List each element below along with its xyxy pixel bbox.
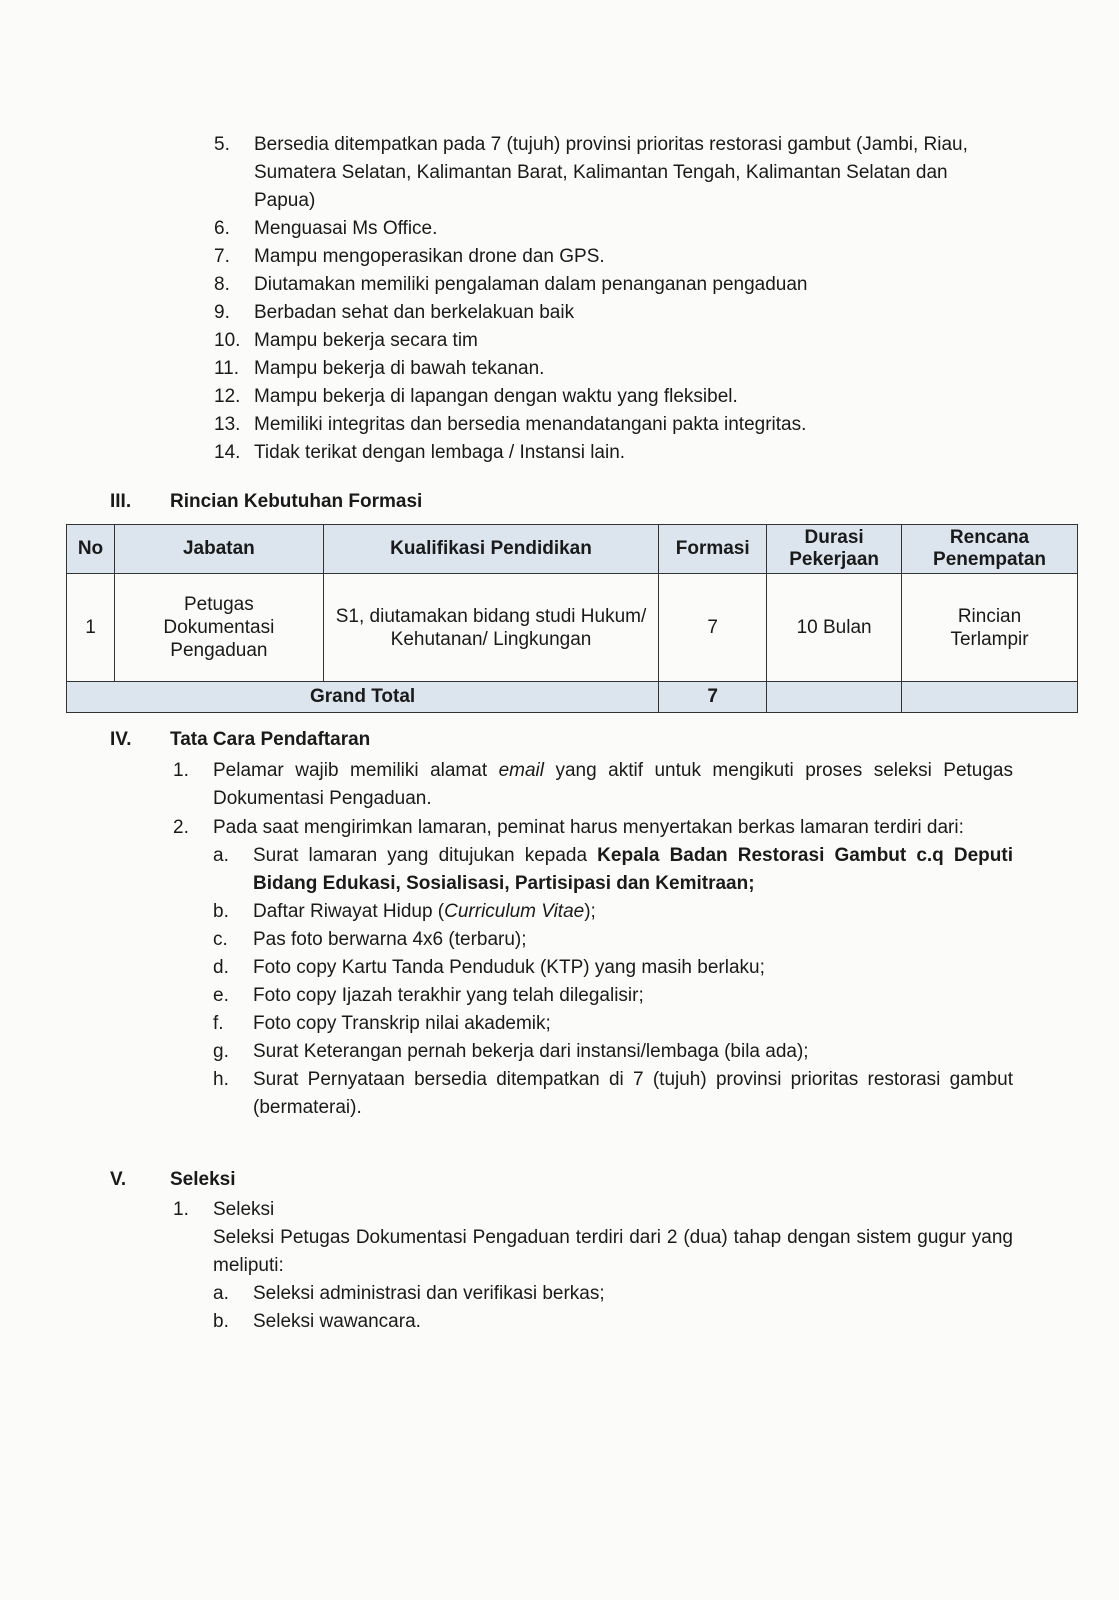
item-text: Pas foto berwarna 4x6 (terbaru);: [253, 929, 527, 950]
item-number: 9.: [214, 302, 230, 323]
item-letter: h.: [213, 1069, 229, 1090]
item-text: Surat Pernyataan bersedia ditempatkan di 7 (tujuh) provinsi prioritas restorasi gambut (bermaterai).: [253, 1069, 1013, 1118]
table-row: [67, 574, 1078, 682]
header-formasi: Formasi: [659, 525, 767, 574]
item-text: Mampu bekerja di lapangan dengan waktu yang fleksibel.: [254, 386, 738, 407]
text-part: Pelamar wajib memiliki alamat: [213, 760, 499, 781]
item-number: 12.: [214, 386, 241, 407]
section-number: V.: [110, 1169, 127, 1190]
list-item: [214, 355, 1014, 383]
sub-item: [213, 1010, 1013, 1038]
section-3-heading: [110, 491, 422, 513]
item-letter: f.: [213, 1013, 224, 1034]
cell-penempatan: Rincian Terlampir: [902, 574, 1078, 682]
item-text: Seleksi: [213, 1199, 275, 1220]
item-number: 2.: [173, 817, 189, 838]
item-number: 14.: [214, 442, 241, 463]
section-5-heading: [110, 1169, 236, 1191]
item-letter: b.: [213, 901, 229, 922]
sub-list: [213, 842, 1013, 1122]
empty-cell: [902, 682, 1078, 713]
sub-item: [213, 982, 1013, 1010]
item-letter: d.: [213, 957, 229, 978]
item-text: Tidak terikat dengan lembaga / Instansi lain.: [254, 442, 626, 463]
list-item: [173, 757, 1013, 813]
section-number: IV.: [110, 729, 132, 750]
section-number: III.: [110, 491, 132, 512]
item-text: Bersedia ditempatkan pada 7 (tujuh) provinsi prioritas restorasi gambut (Jambi, Riau, Sumatera Selatan, Kalimantan Barat, Kalimantan Tengah, Kalimantan Selatan dan Papua): [254, 134, 968, 211]
grand-total-value: 7: [659, 682, 767, 713]
item-text: Foto copy Kartu Tanda Penduduk (KTP) yang masih berlaku;: [253, 957, 765, 978]
item-letter: b.: [213, 1311, 229, 1332]
list-item: [173, 814, 1013, 842]
header-penempatan: Rencana Penempatan: [902, 525, 1078, 574]
list-item: [214, 215, 1014, 243]
cell-no: 1: [67, 574, 115, 682]
text-part: Daftar Riwayat Hidup (: [253, 901, 445, 922]
table-header-row: [67, 525, 1078, 574]
sub-list: [213, 1280, 1013, 1336]
item-text: [213, 757, 1013, 813]
item-text: Mampu mengoperasikan drone dan GPS.: [254, 246, 605, 267]
sub-item: [213, 1038, 1013, 1066]
list-item: [214, 327, 1014, 355]
sub-item: [213, 1308, 1013, 1336]
grand-total-label: Grand Total: [67, 682, 659, 713]
empty-cell: [767, 682, 902, 713]
item-letter: e.: [213, 985, 229, 1006]
item-number: 7.: [214, 246, 230, 267]
sub-item: [213, 926, 1013, 954]
sub-item: [213, 898, 1013, 926]
list-item: [214, 411, 1014, 439]
section-title: Seleksi: [170, 1169, 236, 1190]
item-text: Seleksi wawancara.: [253, 1311, 421, 1332]
sub-item: [213, 954, 1013, 982]
item-text: Foto copy Transkrip nilai akademik;: [253, 1013, 551, 1034]
section-title: Tata Cara Pendaftaran: [170, 729, 371, 750]
text-part: yang aktif untuk mengikuti proses seleksi Petugas Dokumentasi Pengaduan.: [213, 760, 1013, 809]
sub-item: [213, 842, 1013, 898]
item-number: 10.: [214, 330, 241, 351]
item-text: Memiliki integritas dan bersedia menandatangani pakta integritas.: [254, 414, 807, 435]
item-text: Foto copy Ijazah terakhir yang telah dilegalisir;: [253, 985, 644, 1006]
header-no: No: [67, 525, 115, 574]
cell-kualifikasi: S1, diutamakan bidang studi Hukum/ Kehutanan/ Lingkungan: [323, 574, 658, 682]
list-item: [214, 439, 1014, 467]
total-row: [67, 682, 1078, 713]
formasi-table: [66, 524, 1078, 713]
list-item: [214, 131, 1014, 215]
item-letter: a.: [213, 845, 229, 866]
item-text: Mampu bekerja di bawah tekanan.: [254, 358, 545, 379]
item-text: [253, 898, 1013, 926]
item-number: 1.: [173, 1199, 189, 1220]
list-item: [173, 1196, 1013, 1224]
section-title: Rincian Kebutuhan Formasi: [170, 491, 423, 512]
header-kualifikasi: Kualifikasi Pendidikan: [323, 525, 658, 574]
list-item: [214, 243, 1014, 271]
item-number: 13.: [214, 414, 241, 435]
item-text: Pada saat mengirimkan lamaran, peminat harus menyertakan berkas lamaran terdiri dari:: [213, 817, 964, 838]
text-bold: Kepala Badan Restorasi Gambut c.q Deputi Bidang Edukasi, Sosialisasi, Partisipasi dan Kemitraan;: [253, 845, 1013, 894]
list-item: [214, 383, 1014, 411]
sub-item: [213, 1066, 1013, 1122]
item-text: Seleksi administrasi dan verifikasi berkas;: [253, 1283, 605, 1304]
item-letter: a.: [213, 1283, 229, 1304]
item-text: Mampu bekerja secara tim: [254, 330, 478, 351]
section-5-body: [173, 1196, 1013, 1336]
item-number: 1.: [173, 760, 189, 781]
header-jabatan: Jabatan: [114, 525, 323, 574]
item-text: [253, 842, 1013, 898]
header-durasi: Durasi Pekerjaan: [767, 525, 902, 574]
item-text: Menguasai Ms Office.: [254, 218, 438, 239]
list-item: [214, 271, 1014, 299]
requirements-list: [214, 131, 1014, 467]
text-emphasis: Curriculum Vitae: [444, 901, 585, 922]
item-number: 6.: [214, 218, 230, 239]
cell-jabatan: Petugas Dokumentasi Pengaduan: [114, 574, 323, 682]
item-letter: g.: [213, 1041, 229, 1062]
list-item: [214, 299, 1014, 327]
item-number: 11.: [214, 358, 240, 379]
cell-durasi: 10 Bulan: [767, 574, 902, 682]
item-text: Surat Keterangan pernah bekerja dari instansi/lembaga (bila ada);: [253, 1041, 809, 1062]
item-number: 8.: [214, 274, 230, 295]
section-4-body: [173, 757, 1013, 1122]
cell-formasi: 7: [659, 574, 767, 682]
sub-item: [213, 1280, 1013, 1308]
text-part: );: [584, 901, 596, 922]
item-number: 5.: [214, 134, 230, 155]
item-text: Berbadan sehat dan berkelakuan baik: [254, 302, 575, 323]
item-letter: c.: [213, 929, 228, 950]
item-description: Seleksi Petugas Dokumentasi Pengaduan terdiri dari 2 (dua) tahap dengan sistem gugur yang meliputi:: [213, 1227, 1013, 1276]
text-part: Surat lamaran yang ditujukan kepada: [253, 845, 598, 866]
text-emphasis: email: [498, 760, 544, 781]
section-4-heading: [110, 729, 370, 751]
item-text: Diutamakan memiliki pengalaman dalam penanganan pengaduan: [254, 274, 808, 295]
